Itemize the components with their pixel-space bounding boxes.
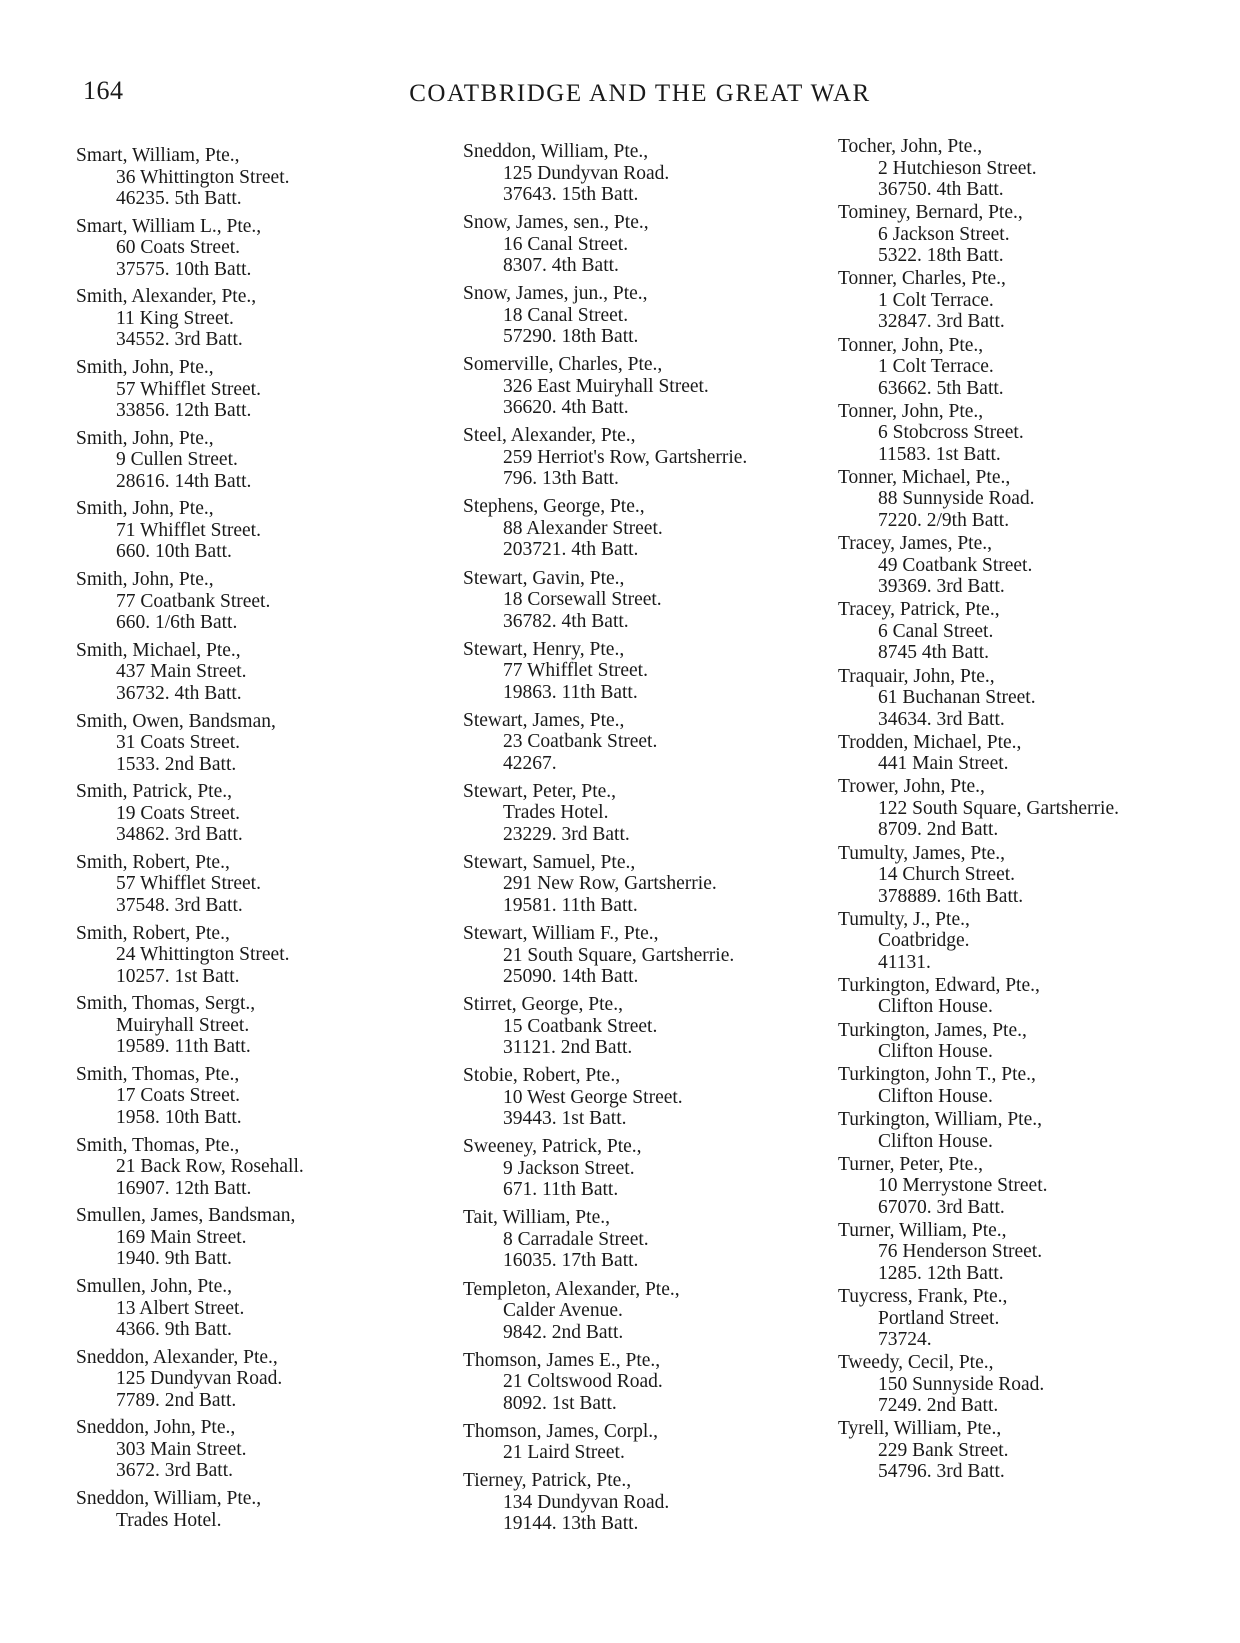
roll-entry bbox=[76, 711, 436, 776]
entry-name: Smith, Michael, Pte., bbox=[76, 639, 241, 661]
entry-name: Stewart, Samuel, Pte., bbox=[463, 851, 636, 873]
entry-name: Tonner, Charles, Pte., bbox=[838, 268, 1006, 290]
roll-entry bbox=[76, 1135, 436, 1200]
entry-service: 1940. 9th Batt. bbox=[116, 1248, 232, 1270]
entry-name: Turkington, John T., Pte., bbox=[838, 1064, 1036, 1086]
entry-name: Snow, James, sen., Pte., bbox=[463, 212, 649, 234]
entry-service: 7220. 2/9th Batt. bbox=[878, 509, 1010, 531]
entry-service: 203721. 4th Batt. bbox=[503, 539, 639, 561]
entry-address: Clifton House. bbox=[878, 996, 993, 1018]
entry-name: Tracey, James, Pte., bbox=[838, 533, 992, 555]
entry-service: 34552. 3rd Batt. bbox=[116, 329, 243, 351]
roll-entry bbox=[463, 710, 823, 775]
entry-address: 23 Coatbank Street. bbox=[503, 731, 658, 753]
entry-service: 19863. 11th Batt. bbox=[503, 681, 638, 703]
entry-service: 11583. 1st Batt. bbox=[878, 443, 1001, 465]
entry-name: Smullen, John, Pte., bbox=[76, 1276, 233, 1297]
entry-name: Smart, William, Pte., bbox=[76, 145, 240, 166]
entry-address: Clifton House. bbox=[878, 1041, 993, 1063]
entry-name: Smith, Patrick, Pte., bbox=[76, 781, 232, 803]
entry-name: Stirret, George, Pte., bbox=[463, 994, 623, 1016]
entry-name: Sneddon, Alexander, Pte., bbox=[76, 1346, 278, 1368]
entry-service: 46235. 5th Batt. bbox=[116, 188, 242, 209]
entry-name: Smith, John, Pte., bbox=[76, 357, 214, 379]
entry-service: 36782. 4th Batt. bbox=[503, 610, 629, 632]
roll-entry bbox=[76, 993, 436, 1058]
entry-service: 63662. 5th Batt. bbox=[878, 377, 1004, 399]
entry-name: Smullen, James, Bandsman, bbox=[76, 1205, 296, 1227]
entry-address: 21 Coltswood Road. bbox=[503, 1371, 663, 1393]
entry-service: 73724. bbox=[878, 1329, 932, 1351]
entry-service: 31121. 2nd Batt. bbox=[503, 1037, 633, 1059]
roll-entry bbox=[838, 1064, 1233, 1107]
entry-service: 1285. 12th Batt. bbox=[878, 1262, 1004, 1284]
entry-name: Tuycress, Frank, Pte., bbox=[838, 1286, 1008, 1308]
entry-service: 33856. 12th Batt. bbox=[116, 400, 252, 422]
roll-entry bbox=[76, 1347, 436, 1412]
entry-name: Tominey, Bernard, Pte., bbox=[838, 202, 1023, 224]
entry-address: Coatbridge. bbox=[878, 930, 970, 952]
roll-entry bbox=[838, 1109, 1233, 1152]
roll-entry bbox=[463, 1065, 823, 1130]
roll-entry bbox=[463, 425, 823, 490]
roll-entry bbox=[76, 852, 436, 917]
roll-entry bbox=[76, 1488, 436, 1531]
entry-service: 8745 4th Batt. bbox=[878, 642, 990, 664]
roll-entry bbox=[76, 640, 436, 705]
roll-entry bbox=[463, 141, 823, 206]
entry-service: 16907. 12th Batt. bbox=[116, 1177, 252, 1199]
entry-name: Tyrell, William, Pte., bbox=[838, 1418, 1002, 1440]
roll-entry bbox=[838, 1352, 1233, 1417]
roll-entry bbox=[463, 1421, 823, 1464]
roll-entry bbox=[838, 1020, 1233, 1063]
roll-entry bbox=[838, 136, 1233, 201]
entry-address: 134 Dundyvan Road. bbox=[503, 1491, 670, 1513]
entry-service: 36750. 4th Batt. bbox=[878, 179, 1004, 200]
roll-entry bbox=[838, 975, 1233, 1018]
entry-address: 6 Canal Street. bbox=[878, 620, 994, 642]
entry-service: 41131. bbox=[878, 951, 931, 973]
entry-service: 7789. 2nd Batt. bbox=[116, 1389, 237, 1411]
roll-entry bbox=[463, 1136, 823, 1201]
entry-service: 34862. 3rd Batt. bbox=[116, 824, 243, 846]
roll-entry bbox=[838, 467, 1233, 532]
entry-address: 49 Coatbank Street. bbox=[878, 554, 1033, 576]
column-1 bbox=[76, 145, 436, 1537]
entry-service: 42267. bbox=[503, 752, 557, 774]
entry-service: 25090. 14th Batt. bbox=[503, 966, 639, 988]
entry-name: Thomson, James E., Pte., bbox=[463, 1349, 661, 1371]
entry-address: 122 South Square, Gartsherrie. bbox=[878, 797, 1119, 819]
entry-service: 37548. 3rd Batt. bbox=[116, 894, 243, 916]
entry-address: 11 King Street. bbox=[116, 307, 234, 329]
entry-name: Tierney, Patrick, Pte., bbox=[463, 1470, 632, 1492]
roll-entry bbox=[838, 843, 1233, 908]
entry-address: 18 Canal Street. bbox=[503, 304, 629, 326]
entry-service: 19581. 11th Batt. bbox=[503, 894, 638, 916]
entry-address: 2 Hutchieson Street. bbox=[878, 157, 1037, 179]
roll-entry bbox=[463, 496, 823, 561]
roll-entry bbox=[463, 354, 823, 419]
entry-name: Tracey, Patrick, Pte., bbox=[838, 599, 1000, 621]
entry-name: Sneddon, William, Pte., bbox=[463, 141, 649, 162]
entry-address: 76 Henderson Street. bbox=[878, 1241, 1043, 1263]
roll-entry bbox=[838, 401, 1233, 466]
entry-service: 8709. 2nd Batt. bbox=[878, 819, 999, 841]
roll-entry bbox=[463, 1207, 823, 1272]
entry-address: 14 Church Street. bbox=[878, 864, 1016, 886]
entry-address: 21 Laird Street. bbox=[503, 1442, 625, 1464]
entry-service: 37643. 15th Batt. bbox=[503, 184, 639, 205]
entry-address: 13 Albert Street. bbox=[116, 1297, 245, 1319]
entry-address: 77 Whifflet Street. bbox=[503, 660, 648, 682]
roll-entry bbox=[838, 533, 1233, 598]
roll-entry bbox=[463, 1279, 823, 1344]
entry-address: 71 Whifflet Street. bbox=[116, 519, 261, 541]
entry-address: 16 Canal Street. bbox=[503, 233, 629, 255]
roll-entry bbox=[463, 212, 823, 277]
entry-address: 10 West George Street. bbox=[503, 1086, 683, 1108]
entry-name: Tumulty, James, Pte., bbox=[838, 842, 1006, 864]
entry-name: Turkington, William, Pte., bbox=[838, 1109, 1042, 1130]
roll-entry bbox=[838, 1154, 1233, 1219]
roll-entry bbox=[838, 666, 1233, 731]
entry-service: 32847. 3rd Batt. bbox=[878, 311, 1005, 333]
entry-service: 28616. 14th Batt. bbox=[116, 470, 252, 492]
entry-address: 9 Cullen Street. bbox=[116, 449, 238, 471]
entry-address: 88 Sunnyside Road. bbox=[878, 488, 1035, 510]
roll-entry bbox=[76, 569, 436, 634]
entry-name: Stewart, Gavin, Pte., bbox=[463, 567, 625, 589]
entry-name: Sneddon, William, Pte., bbox=[76, 1488, 262, 1510]
entry-address: 259 Herriot's Row, Gartsherrie. bbox=[503, 446, 748, 468]
entry-name: Tonner, John, Pte., bbox=[838, 400, 984, 422]
entry-address: 326 East Muiryhall Street. bbox=[503, 375, 709, 397]
entry-address: 77 Coatbank Street. bbox=[116, 590, 271, 612]
entry-name: Turkington, James, Pte., bbox=[838, 1019, 1027, 1041]
entry-name: Turner, Peter, Pte., bbox=[838, 1153, 984, 1175]
roll-entry bbox=[838, 732, 1233, 775]
entry-name: Steel, Alexander, Pte., bbox=[463, 425, 636, 447]
entry-service: 23229. 3rd Batt. bbox=[503, 823, 630, 845]
entry-name: Tweedy, Cecil, Pte., bbox=[838, 1352, 994, 1374]
entry-name: Trower, John, Pte., bbox=[838, 776, 985, 798]
roll-entry bbox=[838, 1418, 1233, 1483]
entry-service: 1958. 10th Batt. bbox=[116, 1106, 242, 1128]
entry-name: Smith, John, Pte., bbox=[76, 498, 214, 520]
entry-address: 1 Colt Terrace. bbox=[878, 289, 994, 311]
entry-service: 19144. 13th Batt. bbox=[503, 1513, 639, 1535]
entry-name: Smith, Thomas, Pte., bbox=[76, 1134, 240, 1156]
entry-name: Tocher, John, Pte., bbox=[838, 136, 983, 157]
entry-address: 437 Main Street. bbox=[116, 661, 247, 683]
entry-name: Somerville, Charles, Pte., bbox=[463, 354, 663, 376]
entry-address: 169 Main Street. bbox=[116, 1226, 247, 1248]
entry-name: Smith, Thomas, Pte., bbox=[76, 1063, 240, 1085]
entry-address: Clifton House. bbox=[878, 1085, 993, 1107]
entry-service: 37575. 10th Batt. bbox=[116, 258, 252, 280]
entry-name: Stewart, Peter, Pte., bbox=[463, 780, 617, 802]
entry-service: 10257. 1st Batt. bbox=[116, 965, 240, 987]
roll-entry bbox=[76, 357, 436, 422]
column-3 bbox=[838, 136, 1233, 1485]
roll-entry bbox=[76, 1276, 436, 1341]
roll-entry bbox=[838, 909, 1233, 974]
roll-entry bbox=[838, 268, 1233, 333]
entry-service: 54796. 3rd Batt. bbox=[878, 1461, 1005, 1483]
entry-service: 8307. 4th Batt. bbox=[503, 255, 619, 277]
entry-address: 150 Sunnyside Road. bbox=[878, 1373, 1045, 1395]
entry-service: 660. 1/6th Batt. bbox=[116, 612, 238, 634]
entry-address: 21 South Square, Gartsherrie. bbox=[503, 944, 735, 966]
entry-service: 57290. 18th Batt. bbox=[503, 326, 639, 348]
entry-name: Snow, James, jun., Pte., bbox=[463, 283, 648, 305]
entry-name: Stewart, Henry, Pte., bbox=[463, 638, 625, 660]
roll-entry bbox=[838, 335, 1233, 400]
entry-address: 57 Whifflet Street. bbox=[116, 873, 261, 895]
roll-entry bbox=[463, 923, 823, 988]
entry-name: Sneddon, John, Pte., bbox=[76, 1417, 236, 1439]
entry-address: 6 Jackson Street. bbox=[878, 223, 1010, 245]
entry-address: Portland Street. bbox=[878, 1307, 1000, 1329]
roll-entry bbox=[76, 781, 436, 846]
entry-address: Muiryhall Street. bbox=[116, 1014, 250, 1036]
entry-name: Smith, Robert, Pte., bbox=[76, 851, 230, 873]
entry-address: 10 Merrystone Street. bbox=[878, 1175, 1048, 1197]
roll-entry bbox=[76, 216, 436, 281]
entry-service: 796. 13th Batt. bbox=[503, 468, 619, 490]
entry-address: 31 Coats Street. bbox=[116, 732, 241, 753]
entry-address: 125 Dundyvan Road. bbox=[116, 1368, 283, 1390]
entry-name: Tonner, Michael, Pte., bbox=[838, 466, 1011, 488]
roll-entry bbox=[76, 286, 436, 351]
roll-entry bbox=[838, 599, 1233, 664]
entry-name: Stobie, Robert, Pte., bbox=[463, 1065, 621, 1087]
roll-entry bbox=[76, 1417, 436, 1482]
roll-entry bbox=[463, 568, 823, 633]
entry-address: 17 Coats Street. bbox=[116, 1085, 241, 1107]
entry-service: 34634. 3rd Batt. bbox=[878, 708, 1005, 730]
entry-address: 9 Jackson Street. bbox=[503, 1157, 635, 1179]
entry-name: Tonner, John, Pte., bbox=[838, 334, 984, 356]
entry-address: Trades Hotel. bbox=[503, 802, 609, 824]
entry-service: 36732. 4th Batt. bbox=[116, 682, 242, 704]
entry-name: Traquair, John, Pte., bbox=[838, 665, 995, 687]
entry-name: Stewart, William F., Pte., bbox=[463, 923, 659, 945]
entry-name: Tumulty, J., Pte., bbox=[838, 908, 970, 930]
entry-service: 8092. 1st Batt. bbox=[503, 1392, 617, 1414]
entry-service: 671. 11th Batt. bbox=[503, 1179, 619, 1201]
entry-name: Turkington, Edward, Pte., bbox=[838, 974, 1040, 996]
entry-address: 57 Whifflet Street. bbox=[116, 378, 261, 400]
entry-address: 60 Coats Street. bbox=[116, 237, 241, 259]
entry-name: Smith, Owen, Bandsman, bbox=[76, 710, 276, 732]
entry-address: Clifton House. bbox=[878, 1130, 993, 1152]
entry-service: 19589. 11th Batt. bbox=[116, 1036, 251, 1058]
entry-address: 1 Colt Terrace. bbox=[878, 356, 994, 378]
entry-name: Stephens, George, Pte., bbox=[463, 496, 645, 518]
entry-address: 21 Back Row, Rosehall. bbox=[116, 1156, 304, 1178]
entry-address: Calder Avenue. bbox=[503, 1300, 623, 1321]
entry-address: 6 Stobcross Street. bbox=[878, 422, 1024, 444]
entry-name: Smith, Thomas, Sergt., bbox=[76, 993, 256, 1015]
entry-name: Sweeney, Patrick, Pte., bbox=[463, 1136, 642, 1158]
entry-address: 441 Main Street. bbox=[878, 753, 1009, 775]
entry-address: 36 Whittington Street. bbox=[116, 166, 290, 188]
entry-service: 16035. 17th Batt. bbox=[503, 1250, 639, 1272]
roll-entry bbox=[76, 1205, 436, 1270]
roll-entry bbox=[76, 145, 436, 210]
roll-entry bbox=[463, 852, 823, 917]
roll-entry bbox=[463, 1470, 823, 1535]
entry-address: 18 Corsewall Street. bbox=[503, 589, 662, 611]
entry-address: 303 Main Street. bbox=[116, 1438, 247, 1460]
entry-name: Tait, William, Pte., bbox=[463, 1207, 610, 1229]
entry-address: 61 Buchanan Street. bbox=[878, 687, 1036, 708]
roll-entry bbox=[76, 498, 436, 563]
entry-service: 39443. 1st Batt. bbox=[503, 1108, 627, 1130]
entry-name: Smith, Robert, Pte., bbox=[76, 922, 230, 944]
entry-service: 5322. 18th Batt. bbox=[878, 245, 1004, 267]
roll-entry bbox=[463, 994, 823, 1059]
roll-entry bbox=[76, 923, 436, 988]
roll-entry bbox=[463, 781, 823, 846]
entry-name: Smith, John, Pte., bbox=[76, 569, 214, 591]
column-2 bbox=[463, 141, 823, 1541]
entry-address: Trades Hotel. bbox=[116, 1509, 222, 1531]
entry-address: 8 Carradale Street. bbox=[503, 1228, 649, 1250]
entry-service: 39369. 3rd Batt. bbox=[878, 576, 1005, 598]
roll-entry bbox=[838, 1220, 1233, 1285]
page-title: COATBRIDGE AND THE GREAT WAR bbox=[409, 80, 871, 107]
entry-name: Turner, William, Pte., bbox=[838, 1219, 1007, 1241]
roll-entry bbox=[463, 283, 823, 348]
entry-name: Stewart, James, Pte., bbox=[463, 709, 625, 731]
entry-address: 229 Bank Street. bbox=[878, 1439, 1009, 1461]
entry-service: 378889. 16th Batt. bbox=[878, 885, 1024, 907]
entry-name: Thomson, James, Corpl., bbox=[463, 1420, 658, 1442]
entry-address: 19 Coats Street. bbox=[116, 802, 241, 824]
roll-entry bbox=[838, 202, 1233, 267]
entry-name: Smith, John, Pte., bbox=[76, 427, 214, 449]
page-number: 164 bbox=[83, 76, 124, 105]
entry-service: 7249. 2nd Batt. bbox=[878, 1395, 999, 1417]
entry-address: 88 Alexander Street. bbox=[503, 517, 663, 539]
entry-service: 36620. 4th Batt. bbox=[503, 397, 629, 419]
roll-entry bbox=[463, 639, 823, 704]
roll-entry bbox=[76, 1064, 436, 1129]
entry-service: 9842. 2nd Batt. bbox=[503, 1321, 624, 1343]
entry-name: Templeton, Alexander, Pte., bbox=[463, 1278, 680, 1300]
entry-service: 1533. 2nd Batt. bbox=[116, 753, 237, 775]
entry-name: Smith, Alexander, Pte., bbox=[76, 286, 257, 308]
entry-address: 125 Dundyvan Road. bbox=[503, 162, 670, 184]
entry-service: 67070. 3rd Batt. bbox=[878, 1196, 1005, 1218]
entry-service: 660. 10th Batt. bbox=[116, 541, 232, 563]
roll-entry bbox=[838, 776, 1233, 841]
roll-entry bbox=[463, 1350, 823, 1415]
entry-address: 24 Whittington Street. bbox=[116, 944, 290, 966]
roll-entry bbox=[76, 428, 436, 493]
entry-address: 15 Coatbank Street. bbox=[503, 1015, 658, 1037]
roll-entry bbox=[838, 1286, 1233, 1351]
entry-name: Smart, William L., Pte., bbox=[76, 215, 262, 237]
entry-service: 3672. 3rd Batt. bbox=[116, 1460, 233, 1482]
entry-address: 291 New Row, Gartsherrie. bbox=[503, 873, 717, 895]
entry-service: 4366. 9th Batt. bbox=[116, 1319, 232, 1340]
entry-name: Trodden, Michael, Pte., bbox=[838, 731, 1022, 753]
